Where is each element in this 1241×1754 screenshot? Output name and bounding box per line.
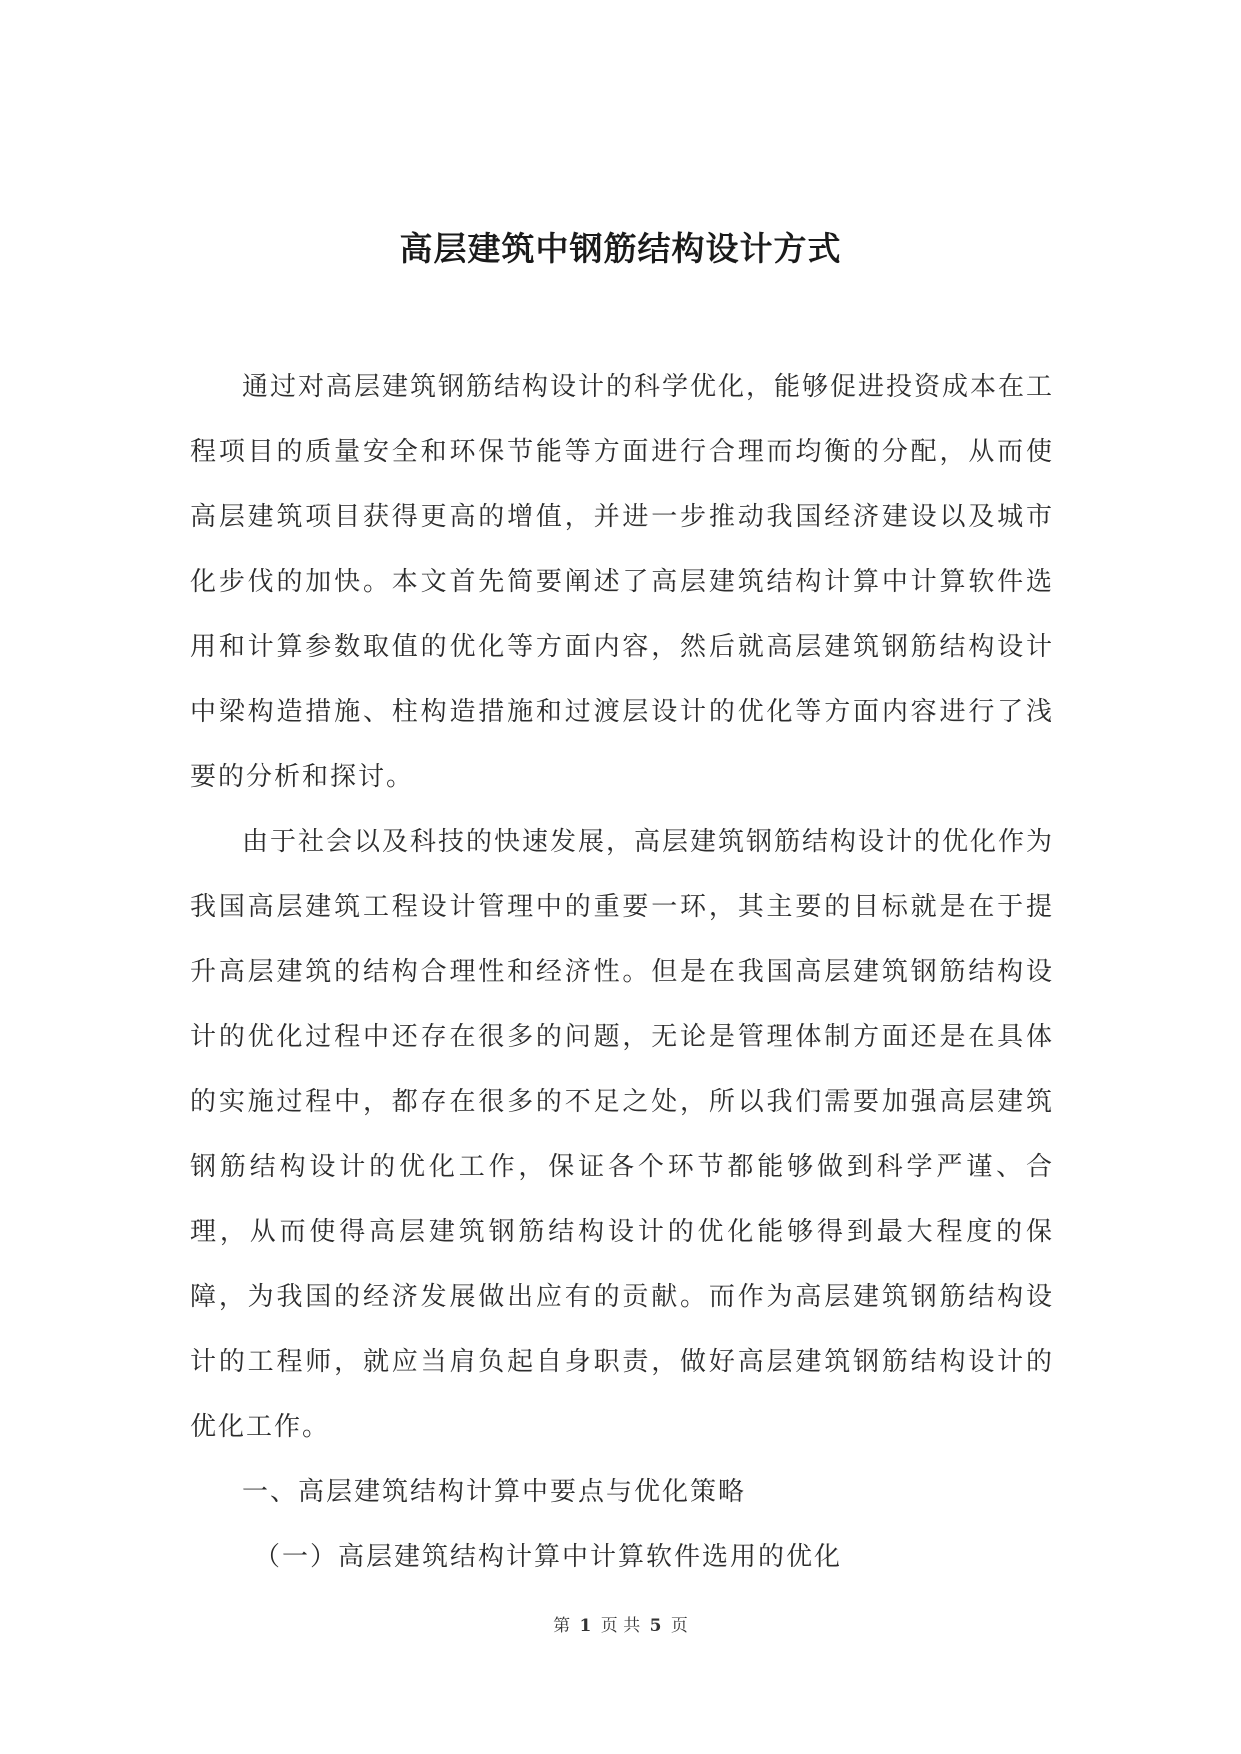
paragraph-abstract: 通过对高层建筑钢筋结构设计的科学优化，能够促进投资成本在工程项目的质量安全和环保节能等方面进行合理而均衡的分配，从而使高层建筑项目获得更高的增值，并进一步推动我国经济建设以及城市化步伐的加快。本文首先简要阐述了高层建筑结构计算中计算软件选用和计算参数取值的优化等方面内容，然后就高层建筑钢筋结构设计中梁构造措施、柱构造措施和过渡层设计的优化等方面内容进行了浅要的分析和探讨。 xyxy=(190,372,1055,792)
document-title: 高层建筑中钢筋结构设计方式 xyxy=(399,229,842,268)
footer-page-current: 1 xyxy=(579,1616,592,1636)
page-footer xyxy=(0,1611,1241,1636)
footer-page-total: 5 xyxy=(649,1616,662,1636)
section-heading: 一、高层建筑结构计算中要点与优化策略 xyxy=(242,1477,747,1507)
footer-middle: 页 共 xyxy=(600,1616,641,1636)
paragraph-introduction: 由于社会以及科技的快速发展，高层建筑钢筋结构设计的优化作为我国高层建筑工程设计管理中的重要一环，其主要的目标就是在于提升高层建筑的结构合理性和经济性。但是在我国高层建筑钢筋结构设计的优化过程中还存在很多的问题，无论是管理体制方面还是在具体的实施过程中，都存在很多的不足之处，所以我们需要加强高层建筑钢筋结构设计的优化工作，保证各个环节都能够做到科学严谨、合理，从而使得高层建筑钢筋结构设计的优化能够得到最大程度的保障，为我国的经济发展做出应有的贡献。而作为高层建筑钢筋结构设计的工程师，就应当肩负起自身职责，做好高层建筑钢筋结构设计的优化工作。 xyxy=(190,827,1055,1442)
subsection-heading: （一）高层建筑结构计算中计算软件选用的优化 xyxy=(254,1542,843,1572)
footer-prefix: 第 xyxy=(553,1616,571,1636)
footer-suffix: 页 xyxy=(670,1616,688,1636)
document-body xyxy=(190,355,1054,1590)
